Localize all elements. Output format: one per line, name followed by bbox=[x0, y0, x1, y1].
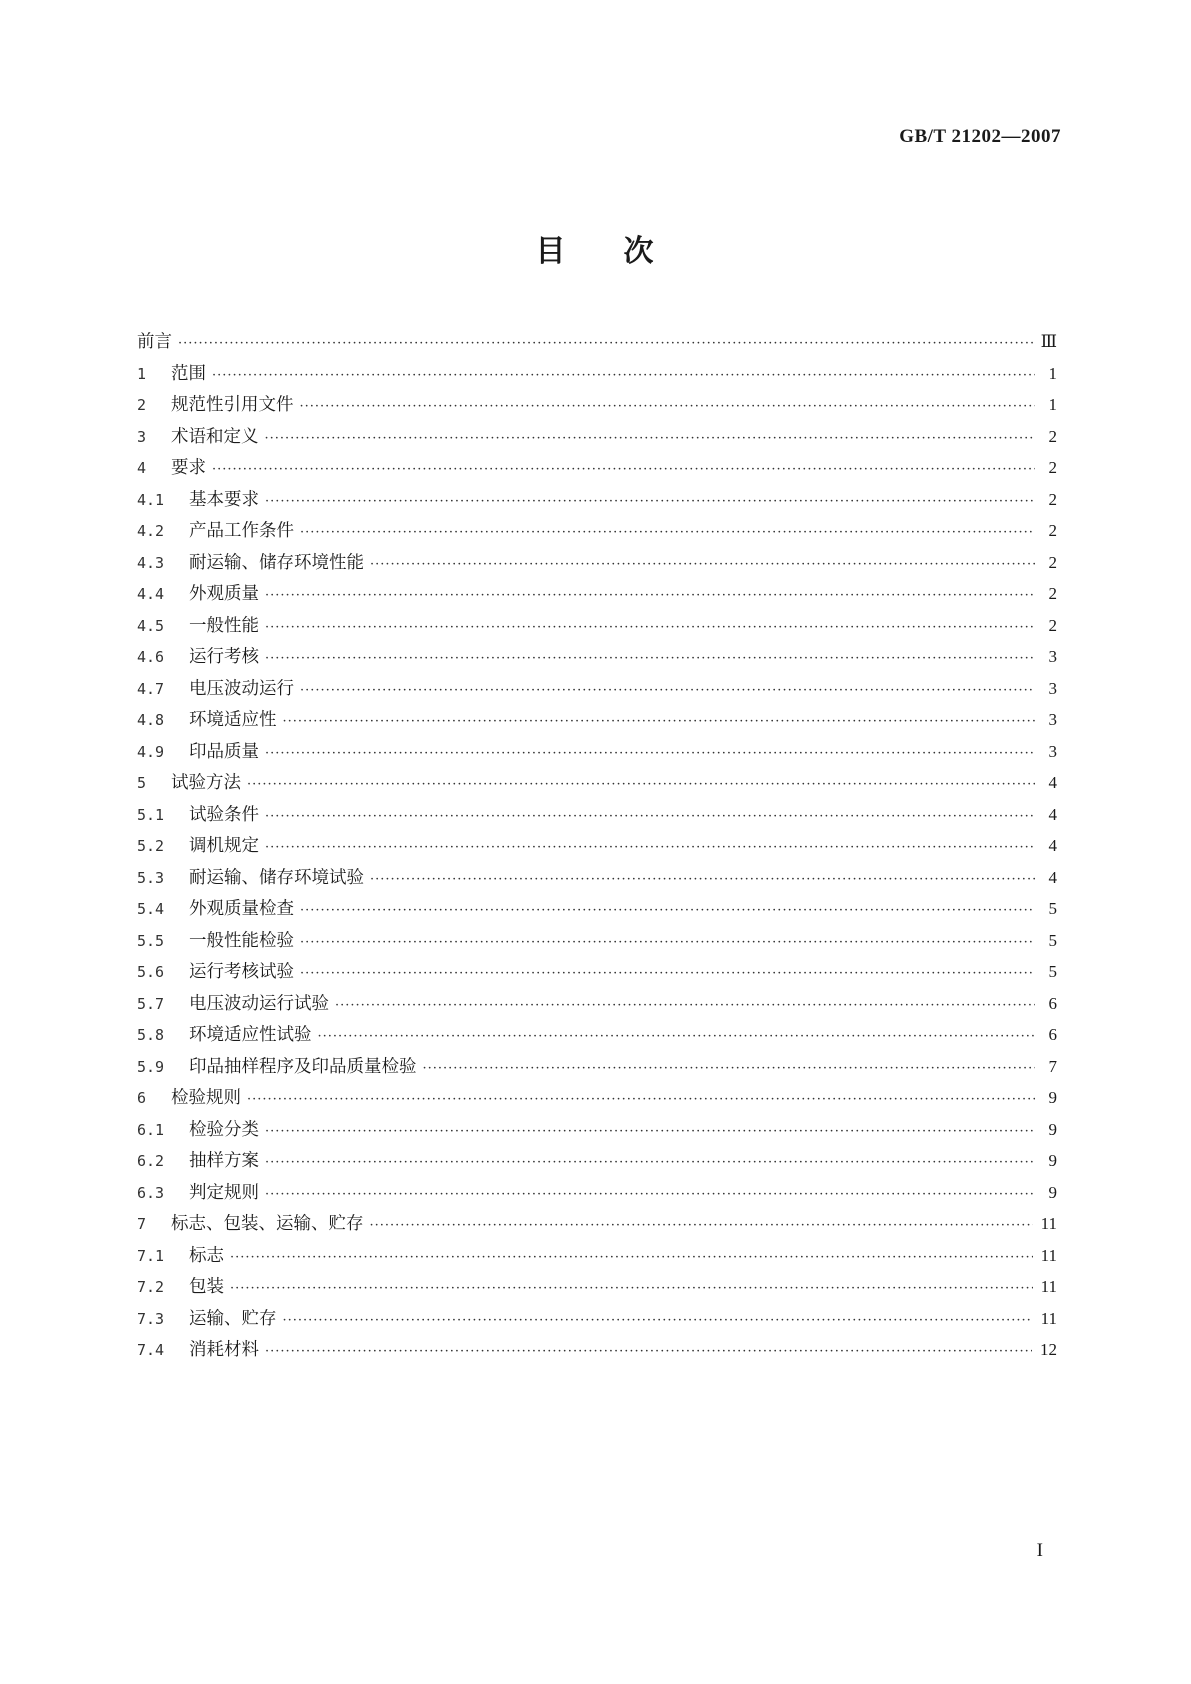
toc-entry-number: 7.1 bbox=[137, 1246, 165, 1265]
toc-entry-page: 3 bbox=[1048, 647, 1057, 666]
toc-entry-label: 印品抽样程序及印品质量检验 bbox=[189, 1056, 417, 1077]
toc-entry-label: 环境适应性 bbox=[189, 710, 277, 730]
toc-entry-number: 4.5 bbox=[137, 616, 165, 635]
toc-dot-leader bbox=[265, 738, 1035, 770]
toc-entry-number: 7 bbox=[137, 1215, 147, 1233]
toc-entry-number: 6.3 bbox=[137, 1183, 165, 1202]
standard-code: GB/T 21202—2007 bbox=[899, 126, 1061, 147]
toc-entry[interactable] bbox=[137, 1177, 1057, 1209]
toc-entry-number: 4 bbox=[137, 459, 147, 477]
toc-dot-leader bbox=[230, 1273, 1033, 1305]
toc-dot-leader bbox=[265, 801, 1035, 833]
toc-entry-label: 基本要求 bbox=[189, 489, 259, 510]
toc-entry-number: 5.7 bbox=[137, 994, 165, 1013]
toc-dot-leader bbox=[300, 958, 1035, 990]
toc-entry-number: 5.1 bbox=[137, 805, 165, 824]
toc-entry-label: 产品工作条件 bbox=[189, 521, 294, 541]
toc-entry-number: 2 bbox=[137, 396, 147, 414]
toc-entry-label: 调机规定 bbox=[189, 836, 259, 856]
toc-entry[interactable] bbox=[137, 1145, 1057, 1177]
toc-entry-page: 9 bbox=[1048, 1119, 1057, 1139]
toc-entry-page: 4 bbox=[1048, 836, 1057, 855]
toc-entry-page: 11 bbox=[1040, 1245, 1057, 1265]
toc-entry-page: 1 bbox=[1048, 395, 1057, 414]
toc-entry-page: 12 bbox=[1040, 1340, 1057, 1359]
toc-entry[interactable] bbox=[137, 452, 1057, 484]
toc-entry-number: 5.5 bbox=[137, 931, 165, 950]
toc-dot-leader bbox=[230, 1242, 1033, 1274]
toc-entry-number: 7.2 bbox=[137, 1278, 165, 1296]
toc-entry[interactable] bbox=[137, 893, 1057, 925]
toc-entry[interactable] bbox=[137, 1208, 1057, 1240]
toc-dot-leader bbox=[300, 895, 1035, 927]
toc-entry-number: 5.4 bbox=[137, 900, 165, 918]
toc-entry-page: 9 bbox=[1048, 1088, 1057, 1107]
toc-entry-label: 标志 bbox=[189, 1245, 224, 1266]
toc-entry[interactable] bbox=[137, 862, 1057, 894]
toc-entry-page: 9 bbox=[1048, 1182, 1057, 1202]
toc-entry-page: 1 bbox=[1048, 363, 1057, 383]
toc-entry-page: 4 bbox=[1048, 773, 1057, 792]
toc-entry[interactable] bbox=[137, 421, 1057, 453]
toc-dot-leader bbox=[212, 360, 1035, 392]
toc-entry-label: 试验条件 bbox=[189, 804, 259, 825]
toc-entry-page: 2 bbox=[1048, 521, 1057, 540]
toc-dot-leader bbox=[265, 1179, 1035, 1211]
toc-dot-leader bbox=[247, 769, 1035, 801]
toc-entry[interactable] bbox=[137, 988, 1057, 1020]
toc-dot-leader bbox=[283, 1305, 1033, 1337]
toc-entry-page: 2 bbox=[1048, 584, 1057, 603]
toc-entry-label: 前言 bbox=[137, 332, 172, 352]
toc-entry-label: 检验规则 bbox=[171, 1088, 241, 1108]
toc-entry-label: 运行考核 bbox=[189, 647, 259, 667]
toc-entry-page: 4 bbox=[1048, 867, 1057, 887]
toc-entry-page: 2 bbox=[1048, 489, 1057, 509]
toc-entry-label: 运行考核试验 bbox=[189, 962, 294, 982]
toc-entry-number: 4.4 bbox=[137, 585, 165, 603]
toc-entry-number: 3 bbox=[137, 427, 147, 446]
toc-entry-number: 5.6 bbox=[137, 963, 165, 981]
toc-entry-label: 电压波动运行 bbox=[189, 678, 294, 699]
toc-entry-page: 6 bbox=[1048, 1025, 1057, 1044]
toc-entry-label: 耐运输、储存环境试验 bbox=[189, 867, 364, 888]
toc-entry-label: 耐运输、储存环境性能 bbox=[189, 552, 364, 573]
toc-dot-leader bbox=[247, 1084, 1035, 1116]
toc-dot-leader bbox=[370, 864, 1035, 896]
toc-entry-number: 7.3 bbox=[137, 1309, 165, 1328]
toc-entry-page: 11 bbox=[1040, 1277, 1057, 1296]
toc-entry-label: 要求 bbox=[171, 458, 206, 478]
toc-entry-label: 印品质量 bbox=[189, 741, 259, 762]
toc-dot-leader bbox=[370, 1210, 1033, 1242]
toc-entry-number: 6 bbox=[137, 1089, 147, 1107]
toc-dot-leader bbox=[178, 328, 1033, 360]
toc-entry-page: 5 bbox=[1048, 899, 1057, 918]
toc-entry-label: 判定规则 bbox=[189, 1182, 259, 1203]
toc-dot-leader bbox=[283, 706, 1036, 738]
toc-entry-page: 6 bbox=[1048, 993, 1057, 1013]
toc-entry-label: 标志、包装、运输、贮存 bbox=[171, 1214, 364, 1234]
toc-entry[interactable] bbox=[137, 1051, 1057, 1083]
toc-entry[interactable] bbox=[137, 704, 1057, 736]
toc-entry-page: 11 bbox=[1040, 1214, 1057, 1233]
toc-entry-label: 规范性引用文件 bbox=[171, 395, 294, 415]
toc-entry-label: 包装 bbox=[189, 1277, 224, 1297]
toc-entry-page: 3 bbox=[1048, 741, 1057, 761]
toc-dot-leader bbox=[300, 517, 1035, 549]
toc-entry-label: 一般性能检验 bbox=[189, 930, 294, 951]
title-char-2: 次 bbox=[623, 234, 656, 269]
toc-entry[interactable] bbox=[137, 1019, 1057, 1051]
toc-entry-page: 2 bbox=[1048, 615, 1057, 635]
toc-dot-leader bbox=[265, 423, 1036, 455]
toc-entry-page: 2 bbox=[1048, 426, 1057, 446]
page-title bbox=[0, 226, 1191, 270]
toc-entry-label: 电压波动运行试验 bbox=[189, 993, 329, 1014]
toc-entry-page: Ⅲ bbox=[1040, 332, 1057, 351]
toc-dot-leader bbox=[335, 990, 1035, 1022]
toc-entry[interactable] bbox=[137, 515, 1057, 547]
toc-entry[interactable] bbox=[137, 578, 1057, 610]
toc-entry-page: 3 bbox=[1048, 678, 1057, 698]
toc-entry-number: 7.4 bbox=[137, 1341, 165, 1359]
toc-entry-page: 11 bbox=[1040, 1308, 1057, 1328]
toc-entry-number: 4.3 bbox=[137, 553, 165, 572]
toc-dot-leader bbox=[423, 1053, 1036, 1085]
toc-entry-label: 检验分类 bbox=[189, 1119, 259, 1140]
toc-dot-leader bbox=[265, 580, 1035, 612]
toc-entry[interactable] bbox=[137, 925, 1057, 957]
toc-entry-number: 4.6 bbox=[137, 648, 165, 666]
toc-entry-number: 4.7 bbox=[137, 679, 165, 698]
toc-dot-leader bbox=[265, 832, 1035, 864]
toc-entry[interactable] bbox=[137, 1303, 1057, 1335]
title-char-1: 目 bbox=[535, 234, 568, 269]
toc-entry-page: 2 bbox=[1048, 458, 1057, 477]
toc-entry-label: 外观质量检查 bbox=[189, 899, 294, 919]
toc-entry-page: 4 bbox=[1048, 804, 1057, 824]
toc-dot-leader bbox=[265, 612, 1035, 644]
toc-dot-leader bbox=[212, 454, 1035, 486]
toc-entry-number: 4.8 bbox=[137, 711, 165, 729]
toc-dot-leader bbox=[300, 391, 1036, 423]
toc-entry-number: 5 bbox=[137, 774, 147, 792]
toc-entry[interactable] bbox=[137, 389, 1057, 421]
toc-entry-number: 5.3 bbox=[137, 868, 165, 887]
toc-entry[interactable] bbox=[137, 956, 1057, 988]
toc-entry-page: 2 bbox=[1048, 552, 1057, 572]
toc-dot-leader bbox=[318, 1021, 1036, 1053]
toc-entry-label: 一般性能 bbox=[189, 615, 259, 636]
toc-entry-label: 消耗材料 bbox=[189, 1340, 259, 1360]
toc-entry[interactable] bbox=[137, 1271, 1057, 1303]
toc-dot-leader bbox=[370, 549, 1035, 581]
toc-dot-leader bbox=[265, 486, 1035, 518]
toc-entry[interactable] bbox=[137, 484, 1057, 516]
toc-dot-leader bbox=[300, 675, 1035, 707]
toc-entry[interactable] bbox=[137, 1082, 1057, 1114]
toc-entry-number: 5.9 bbox=[137, 1057, 165, 1076]
toc-entry[interactable] bbox=[137, 547, 1057, 579]
toc-entry-label: 运输、贮存 bbox=[189, 1308, 277, 1329]
toc-entry[interactable] bbox=[137, 736, 1057, 768]
page-number: I bbox=[1036, 1540, 1043, 1561]
toc-dot-leader bbox=[265, 643, 1035, 675]
toc-entry-label: 试验方法 bbox=[171, 773, 241, 793]
toc-entry-number: 1 bbox=[137, 364, 147, 383]
toc-dot-leader bbox=[265, 1116, 1035, 1148]
toc-entry[interactable] bbox=[137, 830, 1057, 862]
toc-entry[interactable] bbox=[137, 610, 1057, 642]
toc-dot-leader bbox=[300, 927, 1035, 959]
toc-entry-page: 9 bbox=[1048, 1151, 1057, 1170]
toc-entry[interactable] bbox=[137, 767, 1057, 799]
toc-entry[interactable] bbox=[137, 1240, 1057, 1272]
toc-entry[interactable] bbox=[137, 1334, 1057, 1366]
toc-entry-label: 范围 bbox=[171, 363, 206, 384]
toc-entry-label: 环境适应性试验 bbox=[189, 1025, 312, 1045]
toc-entry[interactable] bbox=[137, 1114, 1057, 1146]
toc-entry-page: 7 bbox=[1048, 1056, 1057, 1076]
toc-entry-page: 3 bbox=[1048, 710, 1057, 729]
toc-entry-number: 4.9 bbox=[137, 742, 165, 761]
toc-dot-leader bbox=[265, 1147, 1035, 1179]
toc-entry-number: 5.2 bbox=[137, 837, 165, 855]
toc-entry[interactable] bbox=[137, 799, 1057, 831]
toc-entry[interactable] bbox=[137, 673, 1057, 705]
toc-entry-label: 抽样方案 bbox=[189, 1151, 259, 1171]
toc-entry-page: 5 bbox=[1048, 930, 1057, 950]
toc-dot-leader bbox=[265, 1336, 1032, 1368]
toc-entry[interactable] bbox=[137, 326, 1057, 358]
table-of-contents bbox=[137, 326, 1057, 1366]
toc-entry-number: 5.8 bbox=[137, 1026, 165, 1044]
toc-entry-page: 5 bbox=[1048, 962, 1057, 981]
toc-entry[interactable] bbox=[137, 358, 1057, 390]
toc-entry-label: 术语和定义 bbox=[171, 426, 259, 447]
toc-entry-number: 6.1 bbox=[137, 1120, 165, 1139]
toc-entry-label: 外观质量 bbox=[189, 584, 259, 604]
toc-entry-number: 4.1 bbox=[137, 490, 165, 509]
toc-entry[interactable] bbox=[137, 641, 1057, 673]
toc-entry-number: 6.2 bbox=[137, 1152, 165, 1170]
toc-entry-number: 4.2 bbox=[137, 522, 165, 540]
